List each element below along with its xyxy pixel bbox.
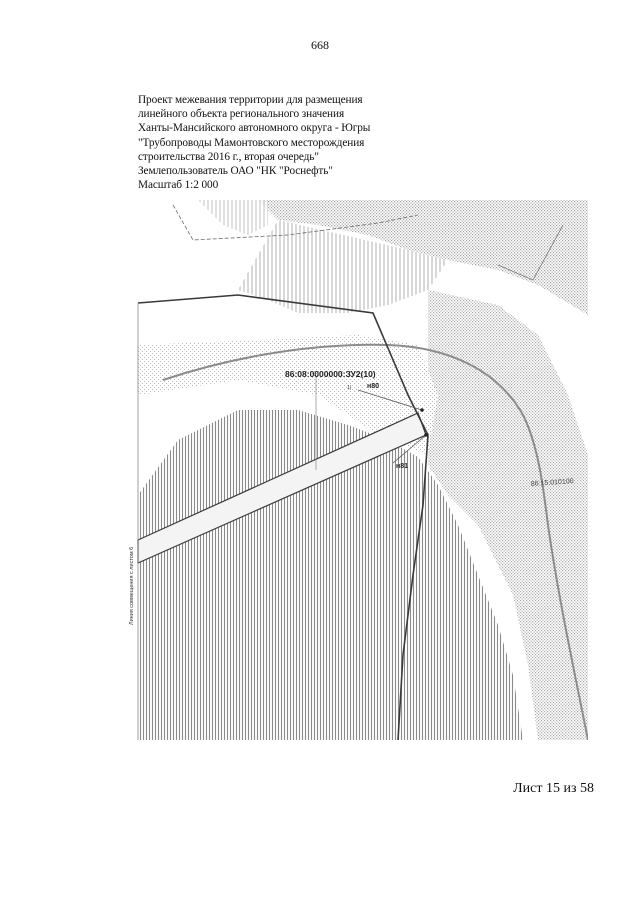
page-number: 668 [311,38,329,52]
title-line-3: Ханты-Мансийского автономного округа - Югры [138,122,371,135]
scale-label: Масштаб 1:2 000 [138,179,219,192]
point-label-n81: н81 [396,463,409,470]
parcel-label: 86:08:0000000:ЗУ2(10) [285,369,376,379]
sheet-number: Лист 15 из 58 [513,781,594,796]
point-label-n80: н80 [367,383,380,390]
neighbor-parcel-label: 86:15:010100 [530,478,574,488]
title-block [138,93,438,192]
point-marker-n81 [424,433,428,437]
title-line-4: "Трубопроводы Мамонтовского месторождения [138,136,365,149]
sheet-junction-label: Линия совмещения с листом 6 [129,546,135,625]
small-mark: 1) [347,385,352,391]
map-canvas [118,195,588,740]
title-line-6: Землепользователь ОАО "НК "Роснефть" [138,165,333,178]
title-line-2: линейного объекта регионального значения [138,108,345,121]
map-area [118,195,588,740]
title-line-5: строительства 2016 г., вторая очередь" [138,150,319,163]
hatched-area-top-left [198,200,268,235]
point-marker-n80 [420,408,424,412]
title-line-1: Проект межевания территории для размещения [138,94,363,106]
